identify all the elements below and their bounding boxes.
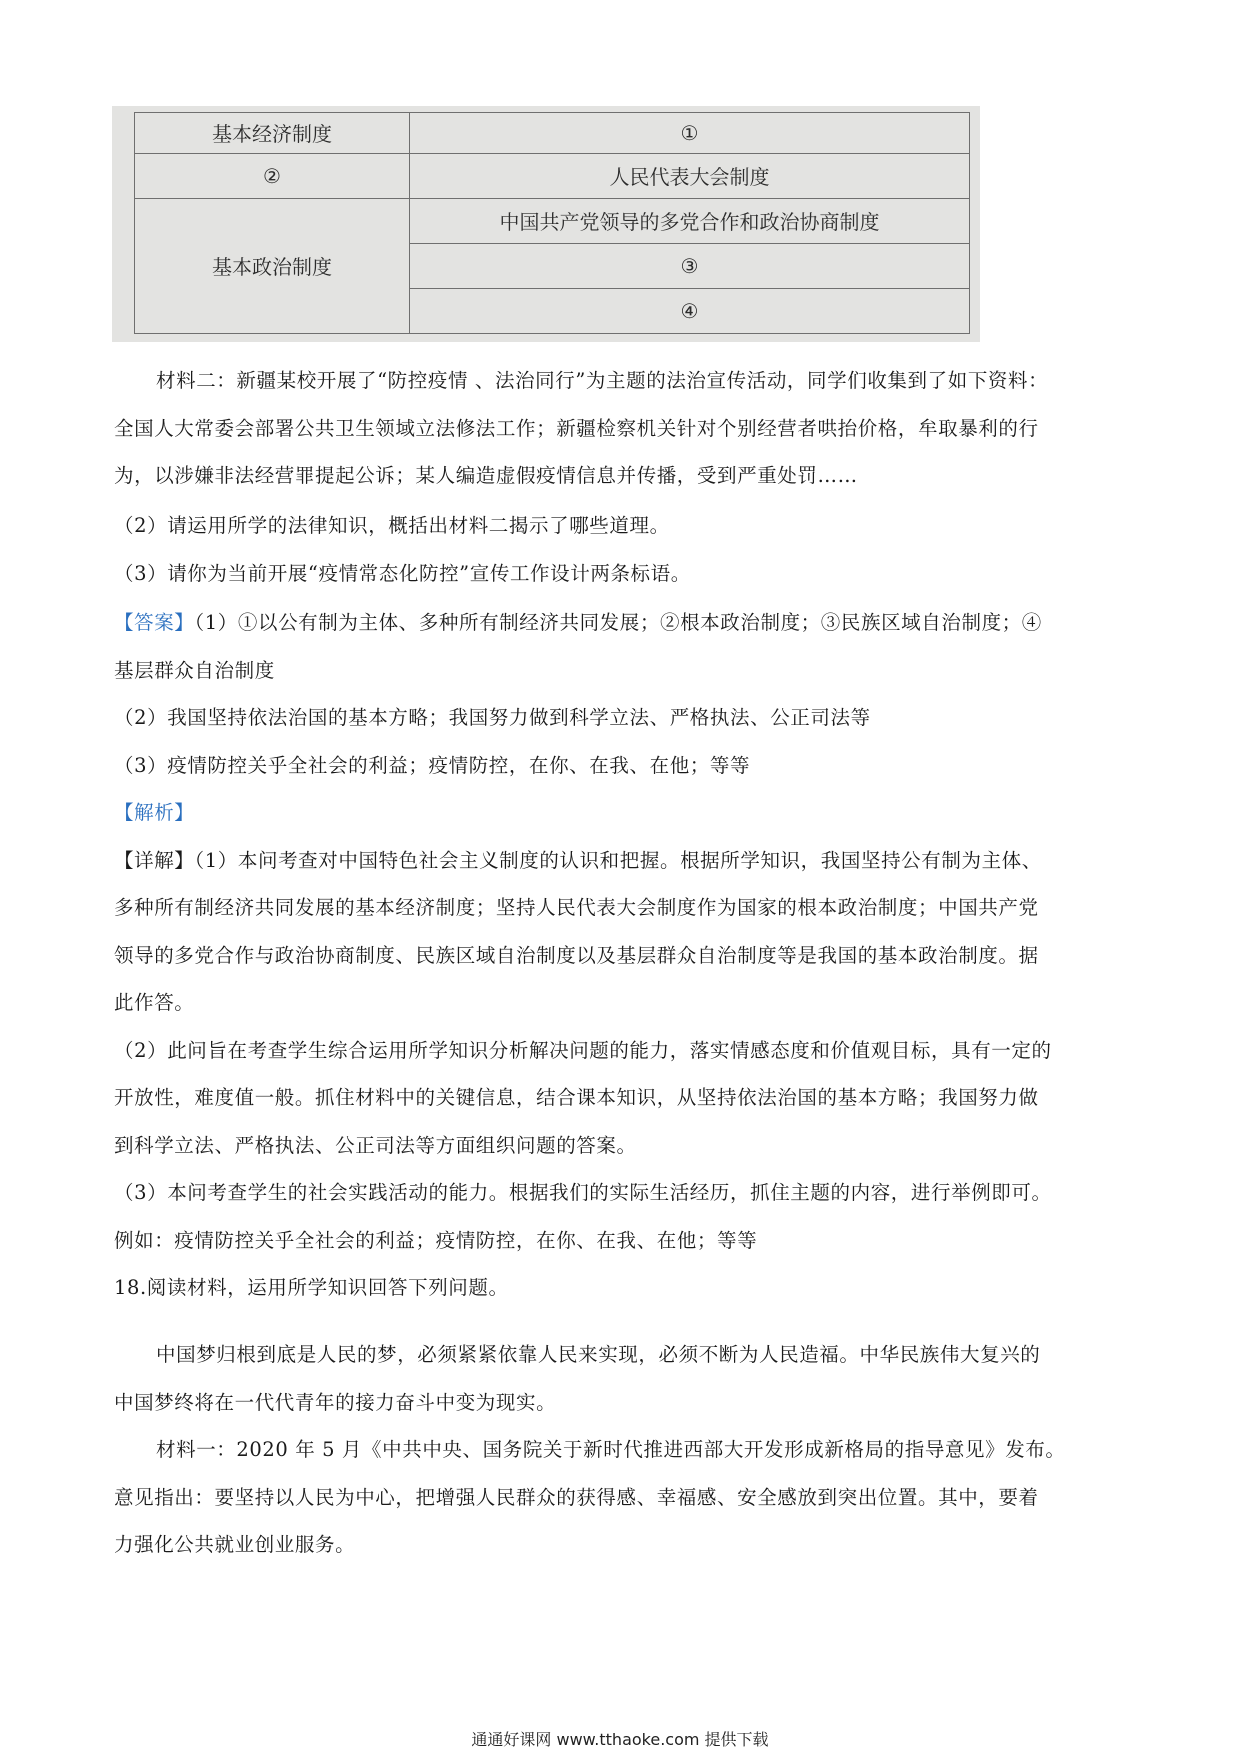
table-cell-npc-system: 人民代表大会制度 xyxy=(410,153,970,198)
detail-tag: 【详解】 xyxy=(114,848,195,872)
material-two-line: 材料二：新疆某校开展了“防控疫情 、法治同行”为主题的法治宣传活动，同学们收集到了如下资料： xyxy=(156,369,1049,392)
detail-line: 多种所有制经济共同发展的基本经济制度；坚持人民代表大会制度作为国家的根本政治制度；中国共产党 xyxy=(114,896,1039,919)
material-one-line: 力强化公共就业创业服务。 xyxy=(114,1533,356,1556)
answer-tag: 【答案】 xyxy=(114,611,195,634)
table-cell-multiparty-system: 中国共产党领导的多党合作和政治协商制度 xyxy=(410,198,970,243)
detail-text: （1）本问考查对中国特色社会主义制度的认识和把握。根据所学知识，我国坚持公有制为主体、 xyxy=(194,848,1042,872)
material-two-line: 全国人大常委会部署公共卫生领域立法修法工作；新疆检察机关针对个别经营者哄抬价格，牟取暴利的行 xyxy=(114,416,1039,440)
detail-line: 此作答。 xyxy=(114,991,195,1014)
intro-line: 中国梦终将在一代代青年的接力奋斗中变为现实。 xyxy=(114,1390,557,1414)
institution-table xyxy=(134,112,970,334)
question-18-intro xyxy=(114,1331,1130,1426)
material-two xyxy=(114,357,1130,500)
detail-line: 开放性，难度值一般。抓住材料中的关键信息，结合课本知识，从坚持依法治国的基本方略；我国努力做 xyxy=(114,1086,1039,1109)
answer-section xyxy=(114,599,1130,1312)
answer-line: （2）我国坚持依法治国的基本方略；我国努力做到科学立法、严格执法、公正司法等 xyxy=(114,706,871,729)
answer-text: （1）①以公有制为主体、多种所有制经济共同发展；②根本政治制度；③民族区域自治制度；④ xyxy=(194,611,1042,634)
answer-line: （3）疫情防控关乎全社会的利益；疫情防控，在你、在我、在他；等等 xyxy=(114,753,751,777)
detail-line: 到科学立法、严格执法、公正司法等方面组织问题的答案。 xyxy=(114,1133,637,1157)
table-cell-blank-4: ④ xyxy=(410,288,970,333)
question-18-title: 18.阅读材料，运用所学知识回答下列问题。 xyxy=(114,1276,509,1299)
questions xyxy=(114,502,1130,597)
table-cell-blank-2: ② xyxy=(135,153,410,198)
analysis-tag: 【解析】 xyxy=(114,801,195,824)
answer-line xyxy=(114,599,1130,647)
material-one-line: 意见指出：要坚持以人民为中心，把增强人民群众的获得感、幸福感、安全感放到突出位置。其中，要着 xyxy=(114,1485,1039,1509)
detail-line: （2）此问旨在考查学生综合运用所学知识分析解决问题的能力，落实情感态度和价值观目标，具有一定的 xyxy=(114,1038,1052,1062)
answer-line: 基层群众自治制度 xyxy=(114,658,275,682)
detail-line: （3）本问考查学生的社会实践活动的能力。根据我们的实际生活经历，抓住主题的内容，进行举例即可。 xyxy=(114,1181,1052,1204)
material-two-line: 为，以涉嫌非法经营罪提起公诉；某人编造虚假疫情信息并传播，受到严重处罚…… xyxy=(114,464,858,487)
table-cell-economic-system: 基本经济制度 xyxy=(135,113,410,154)
question-2: （2）请运用所学的法律知识，概括出材料二揭示了哪些道理。 xyxy=(114,514,670,537)
table-cell-blank-1: ① xyxy=(410,113,970,154)
detail-line xyxy=(114,837,1130,885)
question-3: （3）请你为当前开展“疫情常态化防控”宣传工作设计两条标语。 xyxy=(114,561,691,585)
table-cell-political-system: 基本政治制度 xyxy=(135,198,410,333)
page-footer: 通通好课网 www.tthaoke.com 提供下载 xyxy=(471,1730,769,1749)
material-one-line: 材料一：2020 年 5 月《中共中央、国务院关于新时代推进西部大开发形成新格局的指导意见》发布。 xyxy=(156,1438,1066,1461)
scanned-table-image xyxy=(112,106,980,342)
table-cell-blank-3: ③ xyxy=(410,243,970,288)
intro-line: 中国梦归根到底是人民的梦，必须紧紧依靠人民来实现，必须不断为人民造福。中华民族伟大复兴的 xyxy=(156,1343,1041,1366)
material-one xyxy=(114,1426,1130,1569)
detail-line: 例如：疫情防控关乎全社会的利益；疫情防控，在你、在我、在他；等等 xyxy=(114,1228,758,1252)
detail-line: 领导的多党合作与政治协商制度、民族区域自治制度以及基层群众自治制度等是我国的基本政治制度。据 xyxy=(114,943,1039,967)
